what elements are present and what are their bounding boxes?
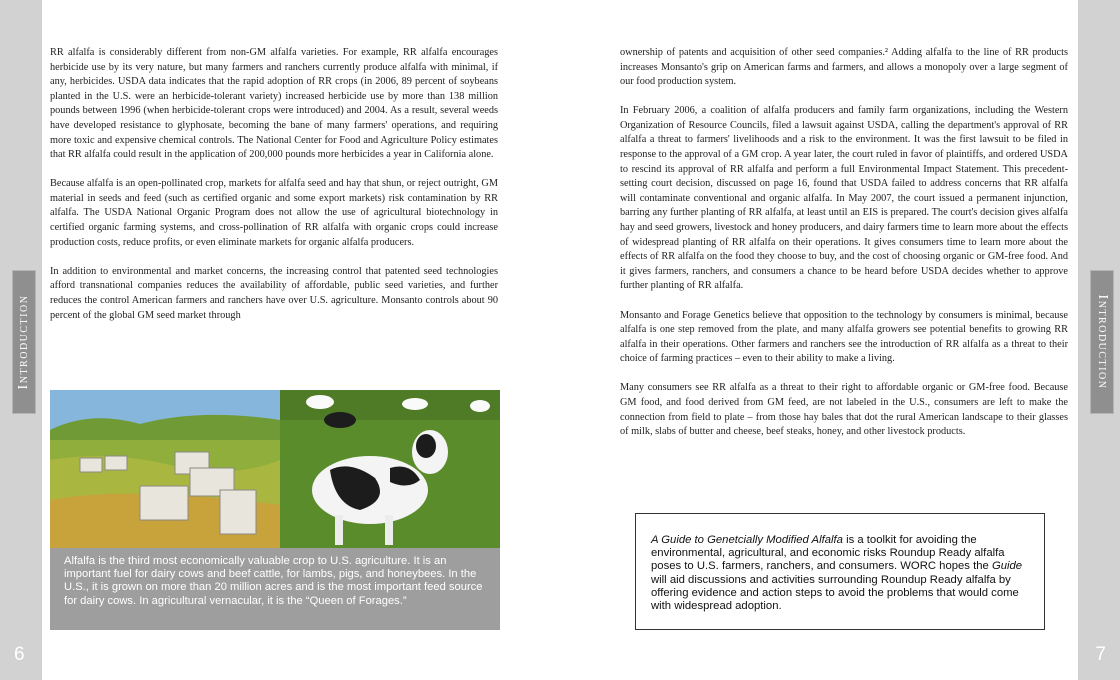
photo-strip <box>50 390 500 548</box>
photo-caption: Alfalfa is the third most economically valuable crop to U.S. agriculture. It is an important fuel for dairy cows and beef cattle, for lambs, pigs, and honeybees. In the U.S., it is grown on more than 20 million acres and is the most important feed source for dairy cows. In agricultural vernacular, it is the “Queen of Forages.” <box>50 548 500 630</box>
paragraph: ownership of patents and acquisition of other seed companies.² Adding alfalfa to the line of RR products increases Monsanto's grip on American farms and farmers, and allows a monopoly over a large segment of our food production system. <box>620 47 1068 88</box>
section-tab-left[interactable] <box>12 270 36 414</box>
left-page-body <box>50 46 498 338</box>
paragraph: In February 2006, a coalition of alfalfa producers and family farm organizations, including the Western Organization of Resource Councils, filed a lawsuit against USDA, calling the department's approval of RR alfalfa a threat to farmers' livelihoods and a risk to the environment. It was the first lawsuit to be filed in response to the approval of a GM crop. A year later, the court ruled in favor of plaintiffs, and ordered USDA to rescind its approval of RR alfalfa and perform a full Environmental Impact Statement. This precedent-setting court decision, discussed on page 16, found that USDA failed to address concerns that RR alfalfa will contaminate conventional and organic alfalfa. In May 2007, the court issued a permanent injunction, barring any further planting of RR alfalfa, at least until an EIS is prepared. The court's decision gives alfalfa hay and seed growers, livestock and honey producers, and dairy farmers time to learn more about the effects of widespread planting of RR alfalfa on their operations. It gives consumers time to learn more about the effects of RR alfalfa on the food they choose to buy, and the cost of choosing organic or GM-free food. And it gives farmers, ranchers, and consumers a chance to be heard before USDA decides whether to approve further planting of RR alfalfa. <box>620 105 1068 292</box>
page-number-left: 6 <box>14 644 25 665</box>
section-tab-label: Introduction <box>1095 294 1110 390</box>
section-tab-right[interactable] <box>1090 270 1114 414</box>
paragraph: Monsanto and Forage Genetics believe that opposition to the technology by consumers is minimal, because alfalfa is one step removed from the plate, and many alfalfa growers see potential benefits to growing RR alfalfa in their operations. Other farmers and ranchers see the introduction of RR alfalfa as a threat to their choice of farming practices – even to their ability to make a living. <box>620 309 1068 365</box>
page-number-right: 7 <box>1095 644 1106 665</box>
callout-text: is a toolkit for avoiding the environmental, agricultural, and economic risks Roundup Ready alfalfa poses to U.S. farmers, ranchers, and consumers. WORC hopes the <box>651 534 1005 573</box>
section-tab-label: Introduction <box>16 294 31 390</box>
callout-text: will aid discussions and activities surrounding Roundup Ready alfalfa by offering evidence and action steps to avoid the problems that would come with widespread adoption. <box>651 573 1019 613</box>
callout-box <box>635 513 1045 630</box>
paragraph: RR alfalfa is considerably different from non-GM alfalfa varieties. For example, RR alfalfa encourages herbicide use by its very nature, but many farmers and ranchers currently produce alfalfa with minimal, if any, herbicides. USDA data indicates that the rapid adoption of RR crops (in 2006, 89 percent of soybeans planted in the U.S. were an herbicide-tolerant variety) increased herbicide use by more than 138 million pounds between 1996 (when herbicide-tolerant crops were introduced) and 2004. As a result, several weeds have developed resistance to glyphosate, becoming the bane of many farmers' operations, and requiring more toxic and expensive chemical controls. The National Center for Food and Agriculture Policy estimates that RR alfalfa could result in the application of 200,000 pounds more herbicides a year in California alone. <box>50 47 498 161</box>
dairy-cows-photo <box>280 390 500 548</box>
paragraph: Many consumers see RR alfalfa as a threat to their right to affordable organic or GM-free food. Because GM food, and food derived from GM feed, are not labeled in the U.S., consumers are left to make the connection from field to plate – from those hay bales that dot the rural American landscape to their glasses of milk, slabs of butter and cheese, beef steaks, honey, and other livestock products. <box>620 382 1068 438</box>
paragraph: Because alfalfa is an open-pollinated crop, markets for alfalfa seed and hay that shun, or reject outright, GM material in seeds and feed (such as certified organic and some export markets) risk contamination by RR alfalfa. The USDA National Organic Program does not allow the use of agricultural biotechnology in certified organic farming systems, and cross-pollination of RR alfalfa with organic crops could increase production costs, reduce profits, or even eliminate markets for organic alfalfa producers. <box>50 178 498 248</box>
guide-word: Guide <box>991 560 1023 573</box>
beehives-photo <box>50 390 280 548</box>
paragraph: In addition to environmental and market concerns, the increasing control that patented seed technologies afford transnational companies reduces the availability of affordable, public seed varieties, and further reduces the control American farmers and ranchers have over U.S. agriculture. Monsanto controls about 90 percent of the global GM seed market through <box>50 265 498 321</box>
right-page-body <box>620 46 1068 454</box>
guide-title: A Guide to Genetcially Modified Alfalfa <box>651 534 843 546</box>
